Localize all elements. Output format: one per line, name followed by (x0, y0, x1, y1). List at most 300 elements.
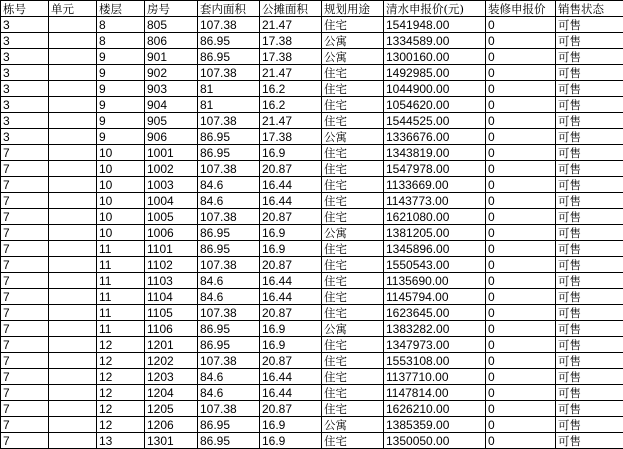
decor-price-cell: 0 (486, 401, 556, 417)
table-row (1, 161, 623, 177)
table-row (1, 401, 623, 417)
floor-cell: 12 (97, 417, 145, 433)
table-row (1, 289, 623, 305)
base-price-cell: 1345896.00 (384, 241, 486, 257)
table-row (1, 113, 623, 129)
table-row (1, 129, 623, 145)
shared-area-cell: 20.87 (260, 305, 322, 321)
shared-area-cell: 16.2 (260, 97, 322, 113)
shared-area-cell: 16.44 (260, 273, 322, 289)
table-row (1, 257, 623, 273)
floor-cell: 11 (97, 305, 145, 321)
decor-price-cell: 0 (486, 385, 556, 401)
shared-area-cell: 16.44 (260, 177, 322, 193)
floor-cell: 10 (97, 225, 145, 241)
room-cell: 1105 (145, 305, 198, 321)
base-price-cell: 1547978.00 (384, 161, 486, 177)
decor-price-cell: 0 (486, 161, 556, 177)
table-row (1, 321, 623, 337)
unit-cell (49, 401, 97, 417)
header-sale-status: 销售状态 (556, 1, 623, 17)
sale-status-cell: 可售 (556, 353, 623, 369)
sale-status-cell: 可售 (556, 81, 623, 97)
room-cell: 1106 (145, 321, 198, 337)
floor-cell: 11 (97, 289, 145, 305)
room-cell: 1202 (145, 353, 198, 369)
unit-cell (49, 145, 97, 161)
room-cell: 1001 (145, 145, 198, 161)
base-price-cell: 1350050.00 (384, 433, 486, 449)
building-cell: 7 (1, 241, 49, 257)
base-price-cell: 1044900.00 (384, 81, 486, 97)
table-row (1, 385, 623, 401)
room-cell: 1004 (145, 193, 198, 209)
shared-area-cell: 20.87 (260, 209, 322, 225)
shared-area-cell: 16.9 (260, 417, 322, 433)
base-price-cell: 1381205.00 (384, 225, 486, 241)
floor-cell: 11 (97, 273, 145, 289)
table-row (1, 337, 623, 353)
building-cell: 7 (1, 273, 49, 289)
sale-status-cell: 可售 (556, 33, 623, 49)
decor-price-cell: 0 (486, 145, 556, 161)
decor-price-cell: 0 (486, 33, 556, 49)
floor-cell: 9 (97, 97, 145, 113)
building-cell: 7 (1, 193, 49, 209)
floor-cell: 9 (97, 49, 145, 65)
base-price-cell: 1143773.00 (384, 193, 486, 209)
inner-area-cell: 107.38 (198, 161, 260, 177)
shared-area-cell: 17.38 (260, 33, 322, 49)
inner-area-cell: 86.95 (198, 49, 260, 65)
unit-cell (49, 369, 97, 385)
inner-area-cell: 107.38 (198, 257, 260, 273)
base-price-cell: 1623645.00 (384, 305, 486, 321)
shared-area-cell: 20.87 (260, 161, 322, 177)
floor-cell: 11 (97, 321, 145, 337)
room-cell: 905 (145, 113, 198, 129)
table-row (1, 209, 623, 225)
usage-cell: 住宅 (322, 305, 384, 321)
sale-status-cell: 可售 (556, 321, 623, 337)
room-cell: 1003 (145, 177, 198, 193)
usage-cell: 住宅 (322, 97, 384, 113)
building-cell: 7 (1, 161, 49, 177)
usage-cell: 住宅 (322, 145, 384, 161)
table-row (1, 369, 623, 385)
base-price-cell: 1133669.00 (384, 177, 486, 193)
header-row (1, 1, 623, 17)
usage-cell: 住宅 (322, 209, 384, 225)
building-cell: 3 (1, 49, 49, 65)
unit-cell (49, 385, 97, 401)
building-cell: 7 (1, 337, 49, 353)
shared-area-cell: 21.47 (260, 17, 322, 33)
usage-cell: 住宅 (322, 161, 384, 177)
shared-area-cell: 16.44 (260, 193, 322, 209)
decor-price-cell: 0 (486, 65, 556, 81)
unit-cell (49, 33, 97, 49)
building-cell: 3 (1, 65, 49, 81)
unit-cell (49, 273, 97, 289)
usage-cell: 住宅 (322, 289, 384, 305)
floor-cell: 10 (97, 193, 145, 209)
header-base-price: 清水申报价(元) (384, 1, 486, 17)
inner-area-cell: 107.38 (198, 305, 260, 321)
usage-cell: 公寓 (322, 321, 384, 337)
inner-area-cell: 107.38 (198, 17, 260, 33)
shared-area-cell: 16.44 (260, 289, 322, 305)
room-cell: 1002 (145, 161, 198, 177)
inner-area-cell: 84.6 (198, 289, 260, 305)
table-row (1, 353, 623, 369)
building-cell: 7 (1, 417, 49, 433)
shared-area-cell: 16.44 (260, 369, 322, 385)
building-cell: 3 (1, 33, 49, 49)
base-price-cell: 1300160.00 (384, 49, 486, 65)
unit-cell (49, 321, 97, 337)
sale-status-cell: 可售 (556, 209, 623, 225)
sale-status-cell: 可售 (556, 161, 623, 177)
base-price-cell: 1137710.00 (384, 369, 486, 385)
inner-area-cell: 86.95 (198, 433, 260, 449)
unit-cell (49, 129, 97, 145)
shared-area-cell: 17.38 (260, 129, 322, 145)
usage-cell: 住宅 (322, 385, 384, 401)
base-price-cell: 1492985.00 (384, 65, 486, 81)
usage-cell: 住宅 (322, 433, 384, 449)
decor-price-cell: 0 (486, 241, 556, 257)
unit-cell (49, 353, 97, 369)
floor-cell: 12 (97, 369, 145, 385)
room-cell: 1005 (145, 209, 198, 225)
shared-area-cell: 21.47 (260, 113, 322, 129)
decor-price-cell: 0 (486, 273, 556, 289)
inner-area-cell: 107.38 (198, 113, 260, 129)
floor-cell: 8 (97, 17, 145, 33)
inner-area-cell: 107.38 (198, 209, 260, 225)
building-cell: 7 (1, 353, 49, 369)
unit-cell (49, 209, 97, 225)
building-cell: 7 (1, 225, 49, 241)
usage-cell: 住宅 (322, 337, 384, 353)
decor-price-cell: 0 (486, 113, 556, 129)
base-price-cell: 1347973.00 (384, 337, 486, 353)
table-row (1, 241, 623, 257)
usage-cell: 住宅 (322, 401, 384, 417)
unit-cell (49, 65, 97, 81)
room-cell: 1006 (145, 225, 198, 241)
floor-cell: 9 (97, 81, 145, 97)
base-price-cell: 1135690.00 (384, 273, 486, 289)
inner-area-cell: 107.38 (198, 353, 260, 369)
table-row (1, 417, 623, 433)
sale-status-cell: 可售 (556, 177, 623, 193)
unit-cell (49, 113, 97, 129)
header-inner-area: 套内面积 (198, 1, 260, 17)
room-cell: 1205 (145, 401, 198, 417)
sale-status-cell: 可售 (556, 65, 623, 81)
table-row (1, 193, 623, 209)
unit-cell (49, 193, 97, 209)
building-cell: 7 (1, 369, 49, 385)
inner-area-cell: 84.6 (198, 193, 260, 209)
floor-cell: 10 (97, 209, 145, 225)
building-cell: 7 (1, 401, 49, 417)
unit-cell (49, 289, 97, 305)
usage-cell: 公寓 (322, 129, 384, 145)
room-cell: 1104 (145, 289, 198, 305)
room-cell: 901 (145, 49, 198, 65)
table-row (1, 33, 623, 49)
inner-area-cell: 84.6 (198, 273, 260, 289)
decor-price-cell: 0 (486, 17, 556, 33)
floor-cell: 12 (97, 385, 145, 401)
floor-cell: 9 (97, 65, 145, 81)
usage-cell: 住宅 (322, 17, 384, 33)
inner-area-cell: 81 (198, 97, 260, 113)
inner-area-cell: 107.38 (198, 65, 260, 81)
shared-area-cell: 20.87 (260, 401, 322, 417)
sale-status-cell: 可售 (556, 273, 623, 289)
decor-price-cell: 0 (486, 177, 556, 193)
unit-cell (49, 81, 97, 97)
sale-status-cell: 可售 (556, 129, 623, 145)
floor-cell: 8 (97, 33, 145, 49)
decor-price-cell: 0 (486, 49, 556, 65)
building-cell: 3 (1, 113, 49, 129)
usage-cell: 住宅 (322, 113, 384, 129)
inner-area-cell: 86.95 (198, 129, 260, 145)
sale-status-cell: 可售 (556, 145, 623, 161)
room-cell: 1206 (145, 417, 198, 433)
unit-cell (49, 49, 97, 65)
building-cell: 7 (1, 321, 49, 337)
building-cell: 7 (1, 305, 49, 321)
building-cell: 7 (1, 209, 49, 225)
shared-area-cell: 20.87 (260, 353, 322, 369)
shared-area-cell: 21.47 (260, 65, 322, 81)
base-price-cell: 1621080.00 (384, 209, 486, 225)
usage-cell: 住宅 (322, 353, 384, 369)
inner-area-cell: 86.95 (198, 321, 260, 337)
unit-cell (49, 417, 97, 433)
sale-status-cell: 可售 (556, 305, 623, 321)
shared-area-cell: 20.87 (260, 257, 322, 273)
inner-area-cell: 84.6 (198, 369, 260, 385)
building-cell: 7 (1, 257, 49, 273)
base-price-cell: 1550543.00 (384, 257, 486, 273)
room-cell: 1301 (145, 433, 198, 449)
shared-area-cell: 16.9 (260, 241, 322, 257)
table-row (1, 49, 623, 65)
table-row (1, 97, 623, 113)
floor-cell: 13 (97, 433, 145, 449)
decor-price-cell: 0 (486, 337, 556, 353)
sale-status-cell: 可售 (556, 97, 623, 113)
room-cell: 1101 (145, 241, 198, 257)
room-cell: 1204 (145, 385, 198, 401)
usage-cell: 公寓 (322, 225, 384, 241)
room-cell: 902 (145, 65, 198, 81)
floor-cell: 9 (97, 113, 145, 129)
usage-cell: 住宅 (322, 257, 384, 273)
base-price-cell: 1385359.00 (384, 417, 486, 433)
unit-cell (49, 241, 97, 257)
table-row (1, 273, 623, 289)
decor-price-cell: 0 (486, 225, 556, 241)
unit-cell (49, 177, 97, 193)
room-cell: 906 (145, 129, 198, 145)
building-cell: 3 (1, 17, 49, 33)
floor-cell: 9 (97, 129, 145, 145)
shared-area-cell: 16.9 (260, 433, 322, 449)
floor-cell: 12 (97, 401, 145, 417)
inner-area-cell: 86.95 (198, 417, 260, 433)
decor-price-cell: 0 (486, 353, 556, 369)
inner-area-cell: 86.95 (198, 145, 260, 161)
table-row (1, 81, 623, 97)
floor-cell: 11 (97, 241, 145, 257)
base-price-cell: 1626210.00 (384, 401, 486, 417)
unit-cell (49, 305, 97, 321)
usage-cell: 住宅 (322, 65, 384, 81)
header-building: 栋号 (1, 1, 49, 17)
usage-cell: 公寓 (322, 417, 384, 433)
sale-status-cell: 可售 (556, 193, 623, 209)
unit-cell (49, 97, 97, 113)
base-price-cell: 1054620.00 (384, 97, 486, 113)
usage-cell: 住宅 (322, 369, 384, 385)
decor-price-cell: 0 (486, 321, 556, 337)
floor-cell: 11 (97, 257, 145, 273)
sale-status-cell: 可售 (556, 337, 623, 353)
inner-area-cell: 84.6 (198, 177, 260, 193)
room-cell: 805 (145, 17, 198, 33)
sale-status-cell: 可售 (556, 417, 623, 433)
table-row (1, 65, 623, 81)
decor-price-cell: 0 (486, 417, 556, 433)
sale-status-cell: 可售 (556, 257, 623, 273)
decor-price-cell: 0 (486, 257, 556, 273)
table-row (1, 145, 623, 161)
building-cell: 3 (1, 129, 49, 145)
building-cell: 7 (1, 289, 49, 305)
decor-price-cell: 0 (486, 209, 556, 225)
base-price-cell: 1383282.00 (384, 321, 486, 337)
inner-area-cell: 86.95 (198, 33, 260, 49)
decor-price-cell: 0 (486, 433, 556, 449)
inner-area-cell: 84.6 (198, 385, 260, 401)
room-cell: 1102 (145, 257, 198, 273)
sale-status-cell: 可售 (556, 225, 623, 241)
header-usage: 规划用途 (322, 1, 384, 17)
building-cell: 7 (1, 433, 49, 449)
base-price-cell: 1541948.00 (384, 17, 486, 33)
usage-cell: 住宅 (322, 241, 384, 257)
header-room: 房号 (145, 1, 198, 17)
floor-cell: 10 (97, 145, 145, 161)
inner-area-cell: 86.95 (198, 241, 260, 257)
table-row (1, 177, 623, 193)
sale-status-cell: 可售 (556, 289, 623, 305)
building-cell: 3 (1, 97, 49, 113)
room-cell: 1201 (145, 337, 198, 353)
base-price-cell: 1334589.00 (384, 33, 486, 49)
base-price-cell: 1544525.00 (384, 113, 486, 129)
usage-cell: 公寓 (322, 49, 384, 65)
decor-price-cell: 0 (486, 289, 556, 305)
building-cell: 7 (1, 177, 49, 193)
shared-area-cell: 16.9 (260, 337, 322, 353)
decor-price-cell: 0 (486, 193, 556, 209)
unit-cell (49, 161, 97, 177)
building-cell: 7 (1, 385, 49, 401)
decor-price-cell: 0 (486, 129, 556, 145)
sale-status-cell: 可售 (556, 401, 623, 417)
floor-cell: 12 (97, 337, 145, 353)
unit-cell (49, 337, 97, 353)
sale-status-cell: 可售 (556, 49, 623, 65)
floor-cell: 10 (97, 161, 145, 177)
header-unit: 单元 (49, 1, 97, 17)
inner-area-cell: 107.38 (198, 401, 260, 417)
decor-price-cell: 0 (486, 97, 556, 113)
room-cell: 806 (145, 33, 198, 49)
unit-cell (49, 225, 97, 241)
base-price-cell: 1336676.00 (384, 129, 486, 145)
shared-area-cell: 16.9 (260, 321, 322, 337)
shared-area-cell: 16.9 (260, 225, 322, 241)
base-price-cell: 1147814.00 (384, 385, 486, 401)
room-cell: 904 (145, 97, 198, 113)
floor-cell: 12 (97, 353, 145, 369)
header-decor-price: 装修申报价 (486, 1, 556, 17)
building-cell: 7 (1, 145, 49, 161)
room-cell: 1203 (145, 369, 198, 385)
inner-area-cell: 86.95 (198, 225, 260, 241)
base-price-cell: 1343819.00 (384, 145, 486, 161)
header-floor: 楼层 (97, 1, 145, 17)
sale-status-cell: 可售 (556, 385, 623, 401)
header-shared-area: 公摊面积 (260, 1, 322, 17)
shared-area-cell: 16.2 (260, 81, 322, 97)
usage-cell: 住宅 (322, 273, 384, 289)
building-cell: 3 (1, 81, 49, 97)
usage-cell: 住宅 (322, 193, 384, 209)
sale-status-cell: 可售 (556, 369, 623, 385)
shared-area-cell: 16.9 (260, 145, 322, 161)
usage-cell: 住宅 (322, 177, 384, 193)
base-price-cell: 1145794.00 (384, 289, 486, 305)
inner-area-cell: 81 (198, 81, 260, 97)
usage-cell: 住宅 (322, 81, 384, 97)
floor-cell: 10 (97, 177, 145, 193)
decor-price-cell: 0 (486, 81, 556, 97)
shared-area-cell: 16.44 (260, 385, 322, 401)
decor-price-cell: 0 (486, 305, 556, 321)
sale-status-cell: 可售 (556, 113, 623, 129)
usage-cell: 公寓 (322, 33, 384, 49)
decor-price-cell: 0 (486, 369, 556, 385)
room-cell: 1103 (145, 273, 198, 289)
inner-area-cell: 86.95 (198, 337, 260, 353)
unit-cell (49, 17, 97, 33)
base-price-cell: 1553108.00 (384, 353, 486, 369)
table-row (1, 17, 623, 33)
sale-status-cell: 可售 (556, 433, 623, 449)
shared-area-cell: 17.38 (260, 49, 322, 65)
